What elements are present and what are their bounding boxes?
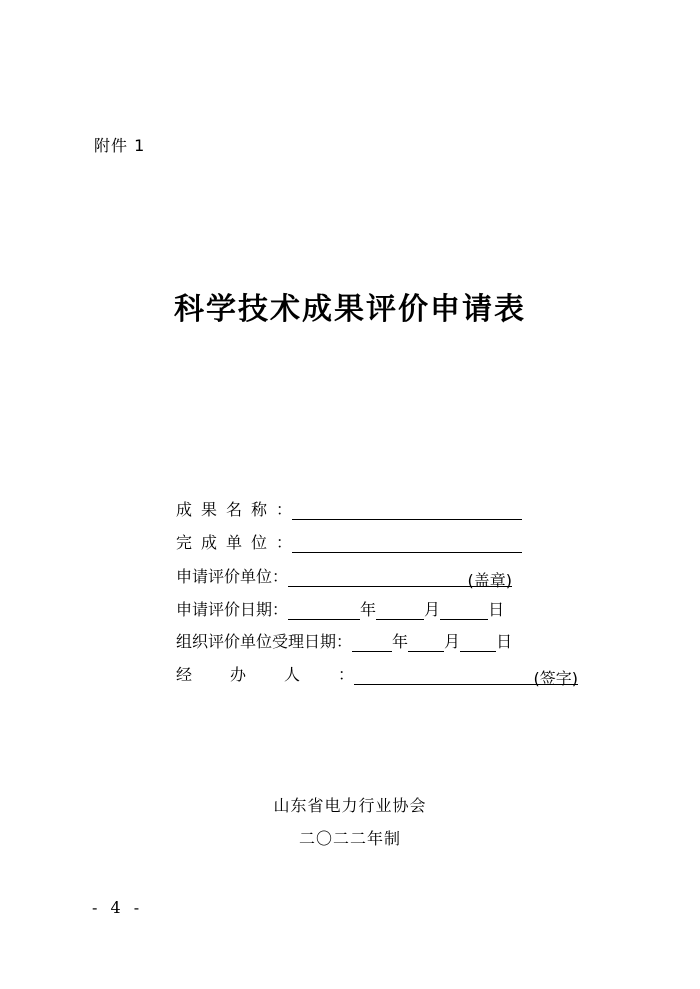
acceptance-year-input-line[interactable]	[352, 633, 392, 652]
achievement-name-label: 成果名称	[176, 500, 277, 519]
application-day-label: 日	[488, 600, 505, 619]
application-month-label: 月	[424, 600, 441, 619]
handler-colon: ：	[338, 665, 355, 684]
field-achievement-name	[176, 496, 522, 520]
acceptance-date-label: 组织评价单位受理日期	[176, 632, 337, 651]
acceptance-year-label: 年	[392, 632, 409, 651]
form-title: 科学技术成果评价申请表	[174, 292, 526, 327]
application-month-input-line[interactable]	[376, 601, 424, 620]
acceptance-day-input-line[interactable]	[460, 633, 496, 652]
applicant-unit-input-line[interactable]	[288, 568, 513, 590]
applicant-unit-colon: ：	[272, 567, 289, 586]
handler-input-line[interactable]	[354, 666, 579, 688]
seal-note: (盖章)	[467, 571, 513, 590]
issuer-organization: 山东省电力行业协会	[273, 796, 427, 815]
application-day-input-line[interactable]	[440, 601, 488, 620]
signature-note: (签字)	[533, 669, 579, 688]
attachment-label: 附件 1	[94, 136, 146, 155]
acceptance-date-colon: ：	[336, 632, 353, 651]
field-completion-unit	[176, 529, 522, 553]
handler-label: 经办人	[176, 665, 339, 684]
field-applicant-unit	[176, 563, 513, 590]
completion-unit-colon: ：	[276, 533, 293, 552]
application-year-input-line[interactable]	[288, 601, 360, 620]
field-application-date	[176, 596, 504, 620]
acceptance-month-input-line[interactable]	[408, 633, 444, 652]
achievement-name-input-line[interactable]	[292, 501, 522, 520]
applicant-unit-label: 申请评价单位	[176, 567, 273, 586]
achievement-name-colon: ：	[276, 500, 293, 519]
page-number: - 4 -	[92, 898, 144, 917]
field-handler	[176, 661, 579, 688]
issuer-year: 二〇二二年制	[298, 829, 401, 848]
completion-unit-label: 完成单位	[176, 533, 277, 552]
completion-unit-input-line[interactable]	[292, 534, 522, 553]
acceptance-day-label: 日	[496, 632, 513, 651]
application-date-label: 申请评价日期	[176, 600, 273, 619]
application-year-label: 年	[360, 600, 377, 619]
acceptance-month-label: 月	[444, 632, 461, 651]
application-date-colon: ：	[272, 600, 289, 619]
field-acceptance-date	[176, 628, 512, 652]
